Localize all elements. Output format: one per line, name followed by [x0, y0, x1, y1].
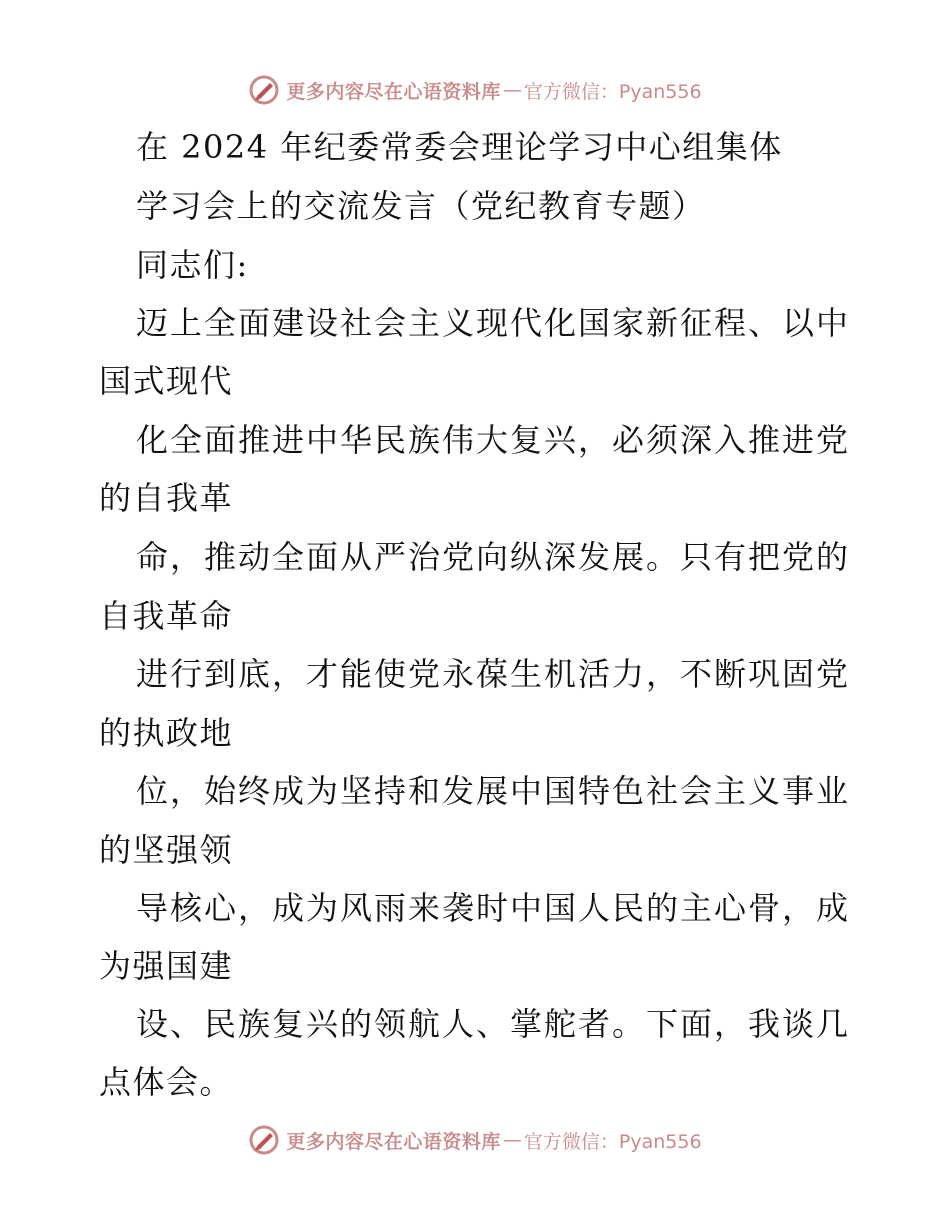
- footer-watermark: [0, 1120, 950, 1160]
- watermark-wechat: 官方微信：Pyan556: [523, 80, 702, 103]
- watermark-wechat: 官方微信：Pyan556: [523, 1130, 702, 1153]
- body-line: 为强国建: [99, 947, 234, 985]
- watermark-text: 更多内容尽在心语资料库: [286, 1130, 501, 1153]
- body-line: 位，始终成为坚持和发展中国特色社会主义事业: [136, 772, 848, 810]
- body-line: 点体会。: [99, 1063, 234, 1101]
- body-line: 化全面推进中华民族伟大复兴，必须深入推进党: [136, 421, 848, 459]
- body-line: 的执政地: [99, 714, 234, 752]
- body-line: 命，推动全面从严治党向纵深发展。只有把党的: [136, 538, 848, 576]
- document-title-line-2: 学习会上的交流发言（党纪教育专题）: [136, 187, 706, 225]
- body-line: 的坚强领: [99, 831, 234, 869]
- watermark-text: 更多内容尽在心语资料库: [286, 80, 501, 103]
- watermark-dash: —: [502, 79, 522, 101]
- salutation: 同志们:: [136, 246, 249, 284]
- body-line: 国式现代: [99, 362, 234, 400]
- document-title-line-1: 在 2024 年纪委常委会理论学习中心组集体: [136, 128, 783, 166]
- body-line: 的自我革: [99, 479, 234, 517]
- pen-logo-icon: [248, 74, 280, 106]
- body-line: 设、民族复兴的领航人、掌舵者。下面，我谈几: [136, 1005, 848, 1043]
- pen-logo-icon: [248, 1124, 280, 1156]
- body-line: 进行到底，才能使党永葆生机活力，不断巩固党: [136, 655, 848, 693]
- header-watermark: [0, 70, 950, 110]
- body-line: 导核心，成为风雨来袭时中国人民的主心骨，成: [136, 889, 848, 927]
- watermark-dash: —: [502, 1129, 522, 1151]
- body-line: 自我革命: [99, 597, 234, 635]
- body-line: 迈上全面建设社会主义现代化国家新征程、以中: [136, 304, 848, 342]
